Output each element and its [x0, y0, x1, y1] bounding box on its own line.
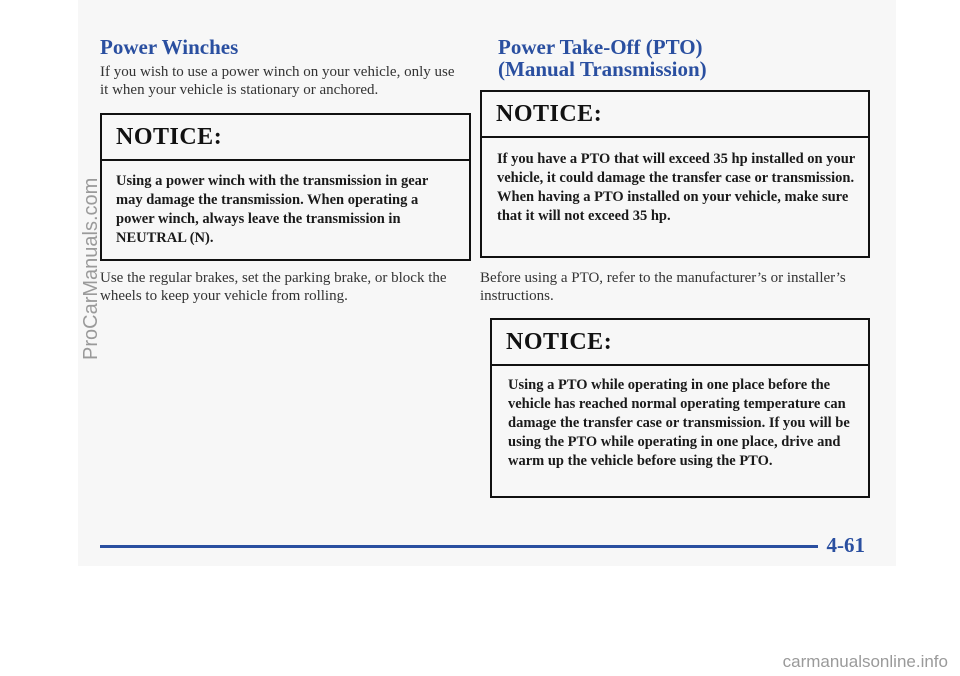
- power-winches-intro: If you wish to use a power winch on your vehicle, only use it when your vehicle is stationary or anchored.: [100, 64, 455, 98]
- notice-body: Using a PTO while operating in one place before the vehicle has reached normal operating temperature can damage the transfer case or transmission. If you will be using the PTO while operating in one place, drive and warm up the vehicle before using the PTO.: [508, 377, 850, 469]
- power-winches-heading: Power Winches: [100, 35, 239, 59]
- notice-body: If you have a PTO that will exceed 35 hp installed on your vehicle, it could damage the transfer case or transmission. When having a PTO installed on your vehicle, make sure that it will not exceed 35 hp.: [497, 151, 855, 224]
- power-winch-notice-box: [100, 113, 471, 261]
- notice-title: NOTICE:: [116, 123, 223, 150]
- notice-title: NOTICE:: [506, 328, 613, 355]
- pto-heading-line1: Power Take-Off (PTO): [498, 35, 703, 59]
- notice-header: [492, 320, 868, 366]
- watermark-carmanualsonline: carmanualsonline.info: [782, 652, 948, 671]
- power-winches-outro: Use the regular brakes, set the parking brake, or block the wheels to keep your vehicle from rolling.: [100, 270, 447, 304]
- pto-heading-line2: (Manual Transmission): [498, 57, 707, 81]
- watermark-procarmanuals: ProCarManuals.com: [80, 177, 102, 360]
- pto-notice-box-1: [480, 90, 870, 258]
- page-number: 4-61: [826, 533, 865, 557]
- notice-header: [482, 92, 868, 138]
- notice-body: Using a power winch with the transmission in gear may damage the transmission. When operating a power winch, always leave the transmission in NEUTRAL (N).: [116, 173, 429, 246]
- pto-middle-text: Before using a PTO, refer to the manufacturer’s or installer’s instructions.: [480, 270, 846, 304]
- pto-notice-box-2: [490, 318, 870, 498]
- notice-title: NOTICE:: [496, 100, 603, 127]
- footer-rule: [100, 545, 818, 548]
- notice-header: [102, 115, 469, 161]
